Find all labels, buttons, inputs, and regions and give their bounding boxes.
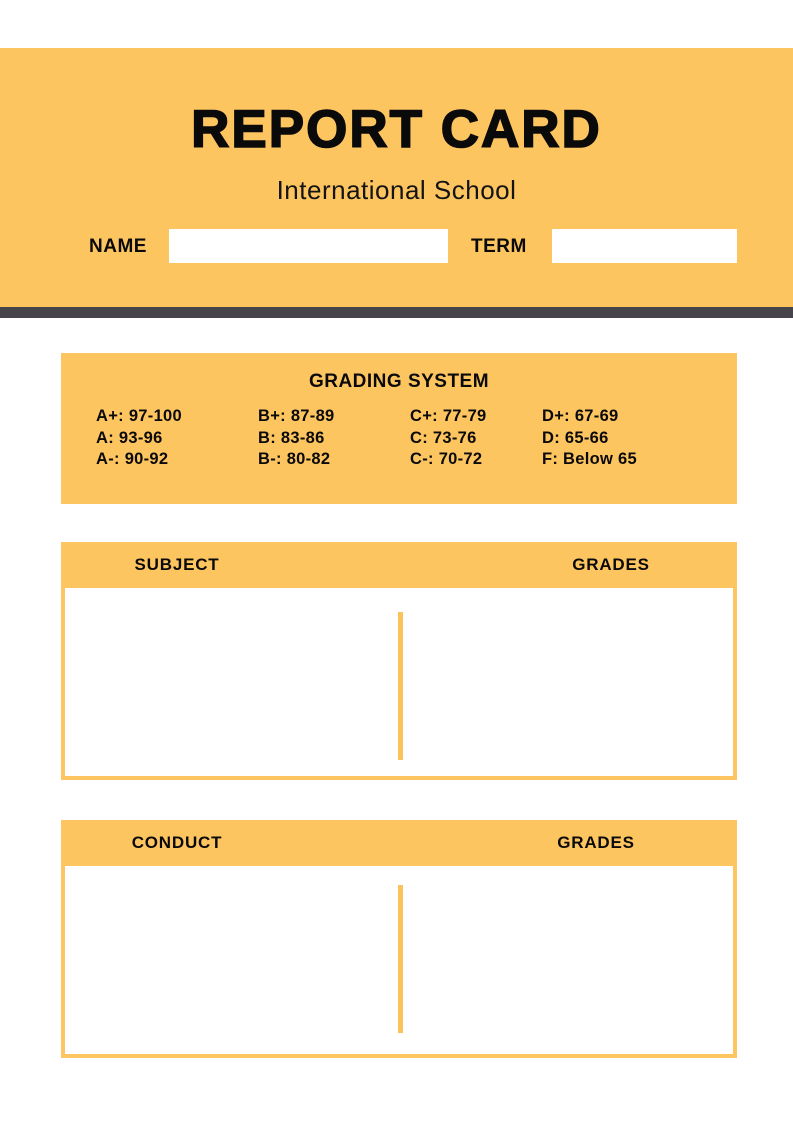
grade-range: A: 93-96 bbox=[96, 428, 163, 447]
header-divider-bar bbox=[0, 307, 793, 318]
subject-column-divider bbox=[398, 612, 403, 760]
grade-range: B+: 87-89 bbox=[258, 407, 335, 425]
grade-range: D+: 67-69 bbox=[542, 407, 619, 425]
conduct-table-body bbox=[61, 866, 737, 1058]
header-band bbox=[0, 48, 793, 307]
grading-system-panel bbox=[61, 353, 737, 504]
conduct-grades-entry-area[interactable] bbox=[399, 866, 733, 1054]
name-input[interactable] bbox=[169, 229, 448, 263]
term-input[interactable] bbox=[552, 229, 737, 263]
page-title: REPORT CARD bbox=[191, 100, 602, 159]
subject-column-header: SUBJECT bbox=[134, 555, 220, 574]
conduct-entry-area[interactable] bbox=[65, 866, 399, 1054]
grade-range: D: 65-66 bbox=[542, 428, 609, 447]
conduct-column-header: CONDUCT bbox=[131, 833, 223, 852]
grade-range: F: Below 65 bbox=[542, 450, 637, 468]
subject-entry-area[interactable] bbox=[65, 588, 399, 776]
grade-range: B-: 80-82 bbox=[258, 450, 331, 468]
conduct-table-header bbox=[61, 820, 737, 866]
grading-grid bbox=[61, 406, 737, 471]
grade-range: C-: 70-72 bbox=[410, 450, 483, 468]
subject-grades-entry-area[interactable] bbox=[399, 588, 733, 776]
grade-range: C: 73-76 bbox=[410, 428, 477, 447]
subject-table-body bbox=[61, 588, 737, 780]
grade-range: C+: 77-79 bbox=[410, 407, 487, 425]
grade-range: A-: 90-92 bbox=[96, 450, 169, 468]
grade-range: B: 83-86 bbox=[258, 428, 325, 447]
grading-column-b bbox=[258, 406, 410, 471]
grading-column-a bbox=[96, 406, 258, 471]
term-label: TERM bbox=[471, 236, 527, 257]
subject-table bbox=[61, 542, 737, 780]
conduct-table bbox=[61, 820, 737, 1058]
conduct-column-divider bbox=[398, 885, 403, 1033]
grading-column-d-f bbox=[542, 406, 737, 471]
subject-table-header bbox=[61, 542, 737, 588]
conduct-grades-column-header: GRADES bbox=[557, 833, 635, 852]
grade-range: A+: 97-100 bbox=[96, 407, 183, 425]
name-label: NAME bbox=[89, 236, 147, 257]
school-name: International School bbox=[276, 175, 517, 205]
subject-grades-column-header: GRADES bbox=[572, 555, 650, 574]
grading-column-c bbox=[410, 406, 542, 471]
grading-system-title: GRADING SYSTEM bbox=[308, 371, 490, 392]
